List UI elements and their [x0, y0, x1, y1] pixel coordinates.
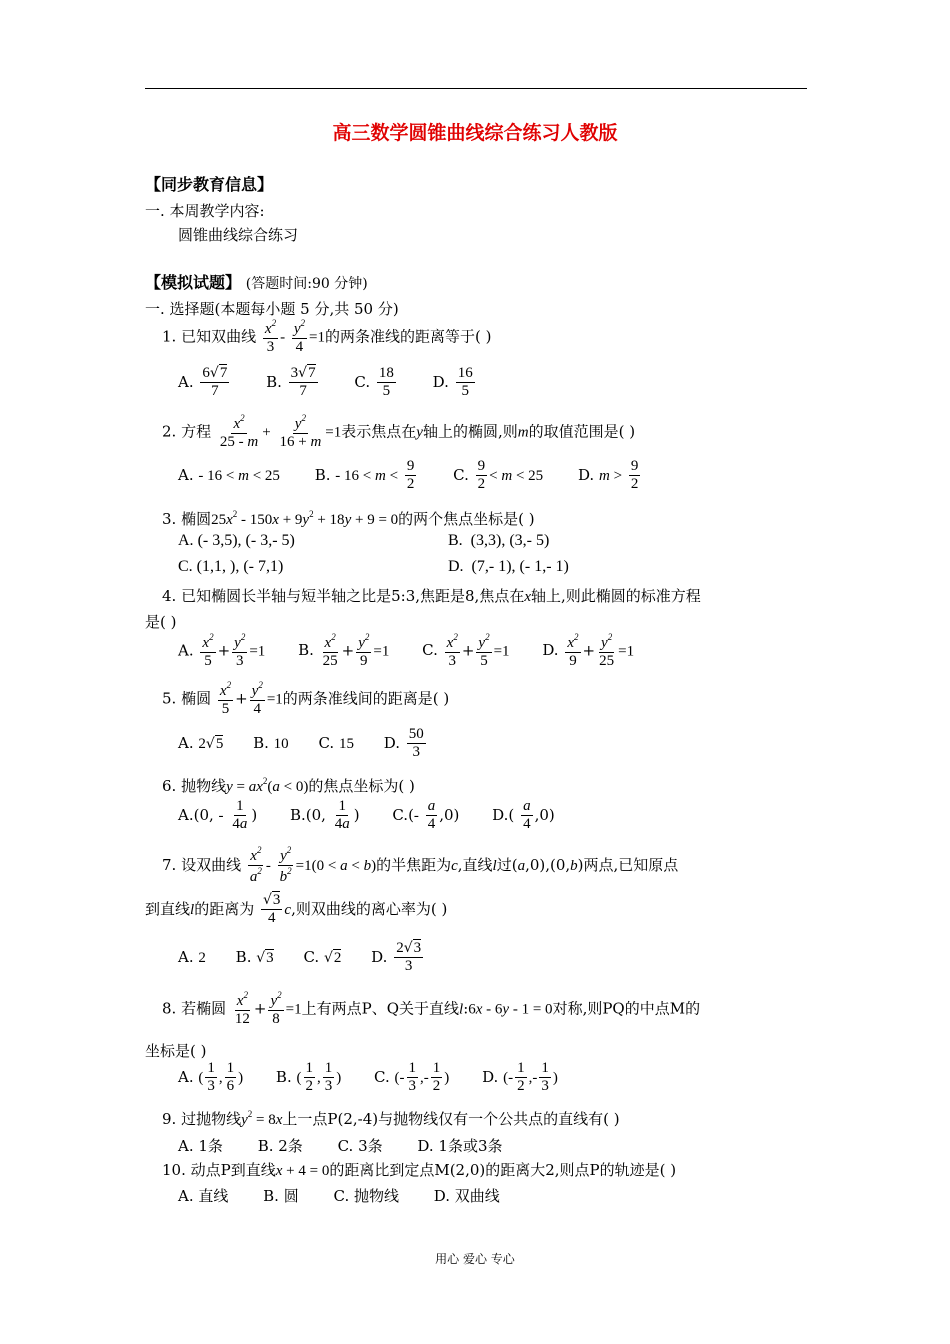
question-1: 1. 已知双曲线 $\frac{x^2}{3}$ - $\frac{y^2}{4}$ =1的两条准线的距离等于( ): [162, 318, 492, 356]
info-heading: 【同步教育信息】: [145, 175, 274, 194]
question-3-options-cd: C. (1,1, ), (- 7,1) D. (7,- 1), (- 1,- 1): [178, 558, 569, 575]
question-1-options: A. $\frac{6√7}{7}$ B. $\frac{3√7}{7}$ C. $\frac{18}{5}$ D. $\frac{16}{5}$: [178, 365, 473, 400]
header-rule: [145, 88, 807, 89]
page-footer: 用心 爱心 专心: [435, 1252, 515, 1266]
question-5: 5. 椭圆 $\frac{x^2}{5}$ + $\frac{y^2}{4}$ =1的两条准线间的距离是( ): [162, 680, 450, 718]
page-title: 高三数学圆锥曲线综合练习人教版: [332, 122, 618, 144]
question-8: 8. 若椭圆 $\frac{x^2}{12}$ + $\frac{y^2}{8}$ =1上有两点P、Q关于直线l:6x - 6y - 1 = 0对称,则PQ的中点M的: [162, 990, 701, 1028]
question-4-cont: 是( ): [145, 613, 177, 631]
question-2: 2. 方程 $\frac{x^2}{25 - m}$ + $\frac{y^2}{16 + m}$ =1表示焦点在y轴上的椭圆,则m的取值范围是( ): [162, 413, 636, 451]
question-3: 3. 椭圆$25x^2 - 150x + 9y^2 + 18y + 9 = 0$的两个焦点坐标是( ): [162, 509, 535, 528]
info-item: 一. 本周教学内容:: [145, 202, 265, 220]
question-7-cont: 到直线l的距离为 $\frac{√3}{4}$ c,则双曲线的离心率为( ): [145, 892, 448, 927]
question-4-options: A. $\frac{x^2}{5}$ + $\frac{y^2}{3}$ =1 B. $\frac{x^2}{25}$ + $\frac{y^2}{9}$ =1 C. $\frac{x^2}{3}$ + $\frac{y^2}{5}$ =1 D. $\frac{x^2}{9}$ + $\frac{y^2}{25}$ =1: [178, 632, 635, 670]
question-8-cont: 坐标是( ): [145, 1042, 207, 1060]
info-content: 圆锥曲线综合练习: [178, 226, 299, 244]
question-6-options: A.(0, - $\frac{1}{4a}$ ) B.(0, $\frac{1}{4a}$ ) C.(- $\frac{a}{4}$ ,0) D.( $\frac{a}{4}$ ,0): [178, 798, 555, 833]
question-7-options: A. 2 B. √3 C. √2 D. $\frac{2√3}{3}$: [178, 940, 422, 975]
test-heading-line: [145, 270, 368, 293]
test-heading: 【模拟试题】: [145, 273, 242, 292]
question-7: 7. 设双曲线 $\frac{x^2}{a^2}$ - $\frac{y^2}{b^2}$ =1(0 < a < b)的半焦距为c,直线l过(a,0),(0,b)两点,已知原点: [162, 845, 679, 886]
part-one-heading: 一. 选择题(本题每小题 5 分,共 50 分): [145, 300, 399, 318]
question-2-options: A. - 16 < m < 25 B. - 16 < m < $\frac{9}{2}$ C. $\frac{9}{2}$ < m < 25 D. m > $\frac{9}{2}$: [178, 458, 639, 493]
question-10-options: A. 直线 B. 圆 C. 抛物线 D. 双曲线: [178, 1187, 500, 1205]
question-9-options: A. 1条 B. 2条 C. 3条 D. 1条或3条: [178, 1137, 503, 1155]
question-3-options-ab: A. (- 3,5), (- 3,- 5) B. (3,3), (3,- 5): [178, 532, 550, 549]
question-5-options: A. 2√5 B. 10 C. 15 D. $\frac{50}{3}$: [178, 726, 424, 761]
question-9: 9. 过抛物线$y^2 = 8x$上一点P(2,-4)与抛物线仅有一个公共点的直线有( ): [162, 1109, 620, 1128]
question-8-options: A. ( $\frac{1}{3}$ , $\frac{1}{6}$ ) B. ( $\frac{1}{2}$ , $\frac{1}{3}$ ) C. (- $\frac{1}{3}$ ,- $\frac{1}{2}$ ) D. (- $\frac{1}{2}$ ,- $\frac{1}{3}$ ): [178, 1060, 558, 1095]
question-4: 4. 已知椭圆长半轴与短半轴之比是5:3,焦距是8,焦点在x轴上,则此椭圆的标准方程: [162, 587, 701, 605]
question-10: 10. 动点P到直线x + 4 = 0的距离比到定点M(2,0)的距离大2,则点P的轨迹是( ): [162, 1161, 677, 1179]
question-6: 6. 抛物线$y = ax^2(a < 0)$的焦点坐标为( ): [162, 776, 415, 795]
test-note: (答题时间:90 分钟): [245, 276, 368, 292]
